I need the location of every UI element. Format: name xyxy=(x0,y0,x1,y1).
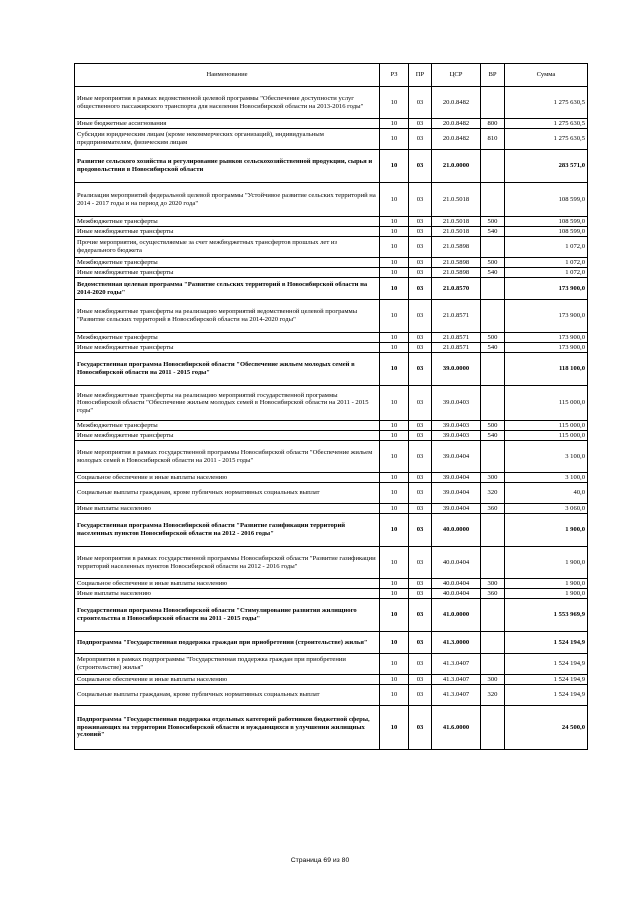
table-row xyxy=(75,343,588,353)
cell-vr xyxy=(481,353,505,386)
cell-pr: 03 xyxy=(409,278,432,300)
table-row xyxy=(75,150,588,183)
cell-vr: 300 xyxy=(481,579,505,589)
cell-sum: 115 000,0 xyxy=(505,431,588,441)
cell-rz: 10 xyxy=(380,504,409,514)
cell-sum: 3 100,0 xyxy=(505,441,588,473)
cell-rz: 10 xyxy=(380,483,409,504)
budget-table xyxy=(74,63,588,750)
table-row xyxy=(75,547,588,579)
cell-pr: 03 xyxy=(409,685,432,706)
cell-csr: 20.0.8482 xyxy=(432,87,481,119)
cell-csr: 21.0.5898 xyxy=(432,268,481,278)
cell-sum: 1 900,0 xyxy=(505,547,588,579)
cell-vr: 320 xyxy=(481,685,505,706)
table-row xyxy=(75,483,588,504)
cell-name: Иные межбюджетные трансферты на реализацию мероприятий государственной программы Новосибирской области "Обеспечение жильем молодых семей в Новосибирской области на 2011 - 2015 годы" xyxy=(75,386,380,421)
cell-vr xyxy=(481,706,505,750)
cell-rz: 10 xyxy=(380,87,409,119)
cell-vr xyxy=(481,441,505,473)
cell-sum: 1 524 194,9 xyxy=(505,632,588,654)
cell-csr: 21.0.8571 xyxy=(432,300,481,333)
cell-name: Развитие сельского хозяйства и регулирование рынков сельскохозяйственной продукции, сырья и продовольствия в Новосибирской области xyxy=(75,150,380,183)
cell-vr xyxy=(481,599,505,632)
cell-vr: 540 xyxy=(481,343,505,353)
cell-pr: 03 xyxy=(409,386,432,421)
cell-pr: 03 xyxy=(409,300,432,333)
cell-csr: 39.0.0404 xyxy=(432,441,481,473)
cell-name: Иные выплаты населению xyxy=(75,504,380,514)
table-row xyxy=(75,589,588,599)
cell-name: Иные выплаты населению xyxy=(75,589,380,599)
cell-csr: 40.0.0404 xyxy=(432,579,481,589)
cell-pr: 03 xyxy=(409,333,432,343)
header-sum: Сумма xyxy=(505,64,588,87)
cell-name: Иные межбюджетные трансферты xyxy=(75,268,380,278)
cell-rz: 10 xyxy=(380,514,409,547)
cell-pr: 03 xyxy=(409,87,432,119)
cell-rz: 10 xyxy=(380,675,409,685)
cell-name: Иные межбюджетные трансферты xyxy=(75,343,380,353)
table-row xyxy=(75,353,588,386)
cell-vr: 540 xyxy=(481,431,505,441)
cell-csr: 39.0.0404 xyxy=(432,483,481,504)
cell-name: Подпрограмма "Государственная поддержка граждан при приобретении (строительстве) жилья" xyxy=(75,632,380,654)
cell-pr: 03 xyxy=(409,632,432,654)
cell-sum: 1 524 194,9 xyxy=(505,654,588,675)
cell-name: Реализация мероприятий федеральной целевой программы "Устойчивое развитие сельских территорий на 2014 - 2017 годы и на период до 2020 года" xyxy=(75,183,380,217)
table-row xyxy=(75,504,588,514)
cell-vr: 360 xyxy=(481,504,505,514)
cell-vr xyxy=(481,183,505,217)
table-row xyxy=(75,579,588,589)
table-row xyxy=(75,654,588,675)
cell-sum: 1 524 194,9 xyxy=(505,675,588,685)
cell-vr xyxy=(481,547,505,579)
cell-name: Мероприятия в рамках подпрограммы "Государственная поддержка граждан при приобретении (строительстве) жилья" xyxy=(75,654,380,675)
cell-sum: 1 900,0 xyxy=(505,579,588,589)
cell-csr: 21.0.5898 xyxy=(432,258,481,268)
cell-vr xyxy=(481,278,505,300)
cell-rz: 10 xyxy=(380,183,409,217)
cell-vr xyxy=(481,150,505,183)
table-row xyxy=(75,333,588,343)
cell-rz: 10 xyxy=(380,217,409,227)
table-row xyxy=(75,685,588,706)
cell-sum: 3 100,0 xyxy=(505,473,588,483)
cell-csr: 39.0.0403 xyxy=(432,386,481,421)
cell-name: Иные межбюджетные трансферты xyxy=(75,431,380,441)
cell-name: Социальные выплаты гражданам, кроме публичных нормативных социальных выплат xyxy=(75,483,380,504)
cell-name: Субсидии юридическим лицам (кроме некоммерческих организаций), индивидуальным предпринимателям, физическим лицам xyxy=(75,129,380,150)
cell-csr: 21.0.0000 xyxy=(432,150,481,183)
cell-csr: 41.3.0407 xyxy=(432,654,481,675)
cell-pr: 03 xyxy=(409,579,432,589)
cell-name: Прочие мероприятия, осуществляемые за счет межбюджетных трансфертов прошлых лет из федерального бюджета xyxy=(75,237,380,258)
cell-vr xyxy=(481,237,505,258)
table-row xyxy=(75,258,588,268)
cell-rz: 10 xyxy=(380,343,409,353)
cell-pr: 03 xyxy=(409,547,432,579)
cell-rz: 10 xyxy=(380,431,409,441)
cell-sum: 108 599,0 xyxy=(505,183,588,217)
cell-pr: 03 xyxy=(409,421,432,431)
cell-rz: 10 xyxy=(380,589,409,599)
cell-pr: 03 xyxy=(409,129,432,150)
cell-sum: 108 599,0 xyxy=(505,227,588,237)
cell-pr: 03 xyxy=(409,599,432,632)
table-row xyxy=(75,706,588,750)
cell-name: Межбюджетные трансферты xyxy=(75,217,380,227)
cell-vr xyxy=(481,654,505,675)
cell-pr: 03 xyxy=(409,431,432,441)
cell-sum: 1 524 194,9 xyxy=(505,685,588,706)
table-row xyxy=(75,278,588,300)
cell-sum: 1 553 969,9 xyxy=(505,599,588,632)
cell-name: Социальное обеспечение и иные выплаты населению xyxy=(75,675,380,685)
cell-rz: 10 xyxy=(380,227,409,237)
cell-name: Государственная программа Новосибирской области "Стимулирование развития жилищного строительства в Новосибирской области на 2011 - 2015 годы" xyxy=(75,599,380,632)
cell-csr: 41.6.0000 xyxy=(432,706,481,750)
cell-csr: 21.0.5018 xyxy=(432,227,481,237)
table-row xyxy=(75,300,588,333)
cell-csr: 39.0.0404 xyxy=(432,504,481,514)
cell-csr: 20.0.8482 xyxy=(432,119,481,129)
cell-csr: 39.0.0000 xyxy=(432,353,481,386)
cell-rz: 10 xyxy=(380,278,409,300)
cell-name: Государственная программа Новосибирской области "Обеспечение жильем молодых семей в Новосибирской области на 2011 - 2015 годы" xyxy=(75,353,380,386)
cell-vr: 500 xyxy=(481,421,505,431)
cell-sum: 1 275 630,5 xyxy=(505,87,588,119)
cell-vr xyxy=(481,514,505,547)
cell-sum: 1 275 630,5 xyxy=(505,129,588,150)
cell-name: Иные бюджетные ассигнования xyxy=(75,119,380,129)
cell-csr: 21.0.8571 xyxy=(432,333,481,343)
cell-rz: 10 xyxy=(380,599,409,632)
cell-csr: 20.0.8482 xyxy=(432,129,481,150)
cell-rz: 10 xyxy=(380,353,409,386)
cell-rz: 10 xyxy=(380,654,409,675)
cell-rz: 10 xyxy=(380,547,409,579)
cell-sum: 173 900,0 xyxy=(505,333,588,343)
cell-rz: 10 xyxy=(380,119,409,129)
cell-pr: 03 xyxy=(409,343,432,353)
cell-rz: 10 xyxy=(380,333,409,343)
cell-pr: 03 xyxy=(409,675,432,685)
cell-csr: 41.3.0407 xyxy=(432,685,481,706)
cell-vr: 540 xyxy=(481,268,505,278)
cell-vr: 800 xyxy=(481,119,505,129)
cell-sum: 115 000,0 xyxy=(505,386,588,421)
table-row xyxy=(75,441,588,473)
cell-sum: 3 060,0 xyxy=(505,504,588,514)
cell-pr: 03 xyxy=(409,119,432,129)
cell-name: Межбюджетные трансферты xyxy=(75,258,380,268)
header-name: Наименование xyxy=(75,64,380,87)
cell-rz: 10 xyxy=(380,129,409,150)
cell-pr: 03 xyxy=(409,441,432,473)
cell-sum: 283 571,0 xyxy=(505,150,588,183)
cell-vr: 810 xyxy=(481,129,505,150)
cell-rz: 10 xyxy=(380,237,409,258)
cell-pr: 03 xyxy=(409,589,432,599)
table-header-row xyxy=(75,64,588,87)
cell-pr: 03 xyxy=(409,473,432,483)
table-row xyxy=(75,599,588,632)
cell-rz: 10 xyxy=(380,300,409,333)
header-vr: ВР xyxy=(481,64,505,87)
cell-pr: 03 xyxy=(409,217,432,227)
cell-sum: 118 100,0 xyxy=(505,353,588,386)
table-row xyxy=(75,268,588,278)
cell-name: Социальное обеспечение и иные выплаты населению xyxy=(75,473,380,483)
cell-rz: 10 xyxy=(380,258,409,268)
cell-sum: 1 072,0 xyxy=(505,258,588,268)
cell-rz: 10 xyxy=(380,150,409,183)
cell-name: Иные мероприятия в рамках государственной программы Новосибирской области "Обеспечение жильем молодых семей в Новосибирской области на 2011 - 2015 годы" xyxy=(75,441,380,473)
cell-vr: 360 xyxy=(481,589,505,599)
cell-sum: 1 900,0 xyxy=(505,589,588,599)
cell-name: Иные мероприятия в рамках ведомственной целевой программы "Обеспечение доступности услуг общественного пассажирского транспорта для населения Новосибирской области на 2013-2016 годы" xyxy=(75,87,380,119)
cell-vr xyxy=(481,300,505,333)
cell-pr: 03 xyxy=(409,706,432,750)
cell-sum: 173 900,0 xyxy=(505,278,588,300)
cell-name: Социальное обеспечение и иные выплаты населению xyxy=(75,579,380,589)
cell-name: Социальные выплаты гражданам, кроме публичных нормативных социальных выплат xyxy=(75,685,380,706)
cell-rz: 10 xyxy=(380,441,409,473)
cell-rz: 10 xyxy=(380,386,409,421)
cell-name: Иные межбюджетные трансферты на реализацию мероприятий ведомственной целевой программы "Развитие сельских территорий в Новосибирской области на 2014-2020 годы" xyxy=(75,300,380,333)
cell-pr: 03 xyxy=(409,237,432,258)
cell-vr: 300 xyxy=(481,473,505,483)
cell-csr: 21.0.5018 xyxy=(432,183,481,217)
cell-sum: 1 072,0 xyxy=(505,237,588,258)
table-row xyxy=(75,473,588,483)
cell-pr: 03 xyxy=(409,654,432,675)
cell-pr: 03 xyxy=(409,183,432,217)
cell-name: Межбюджетные трансферты xyxy=(75,333,380,343)
table-row xyxy=(75,129,588,150)
cell-pr: 03 xyxy=(409,150,432,183)
cell-rz: 10 xyxy=(380,473,409,483)
cell-vr xyxy=(481,386,505,421)
cell-rz: 10 xyxy=(380,632,409,654)
table-row xyxy=(75,237,588,258)
cell-pr: 03 xyxy=(409,514,432,547)
cell-rz: 10 xyxy=(380,268,409,278)
cell-vr: 500 xyxy=(481,217,505,227)
cell-csr: 21.0.5018 xyxy=(432,217,481,227)
table-row xyxy=(75,632,588,654)
cell-sum: 115 000,0 xyxy=(505,421,588,431)
cell-name: Государственная программа Новосибирской области "Развитие газификации территорий населенных пунктов Новосибирской области на 2012 - 2016 годы" xyxy=(75,514,380,547)
cell-sum: 40,0 xyxy=(505,483,588,504)
cell-rz: 10 xyxy=(380,706,409,750)
cell-sum: 173 900,0 xyxy=(505,343,588,353)
cell-sum: 108 599,0 xyxy=(505,217,588,227)
cell-sum: 173 900,0 xyxy=(505,300,588,333)
table-row xyxy=(75,514,588,547)
cell-csr: 39.0.0404 xyxy=(432,473,481,483)
cell-csr: 40.0.0404 xyxy=(432,547,481,579)
cell-csr: 39.0.0403 xyxy=(432,431,481,441)
cell-pr: 03 xyxy=(409,227,432,237)
cell-csr: 21.0.5898 xyxy=(432,237,481,258)
cell-vr: 300 xyxy=(481,675,505,685)
cell-pr: 03 xyxy=(409,504,432,514)
table-row xyxy=(75,675,588,685)
cell-sum: 1 275 630,5 xyxy=(505,119,588,129)
cell-name: Подпрограмма "Государственная поддержка отдельных категорий работников бюджетной сферы, проживающих на территории Новосибирской области и нуждающихся в улучшении жилищных условий" xyxy=(75,706,380,750)
cell-csr: 41.3.0000 xyxy=(432,632,481,654)
cell-sum: 24 500,0 xyxy=(505,706,588,750)
cell-name: Иные мероприятия в рамках государственной программы Новосибирской области "Развитие газификации территорий населенных пунктов Новосибирской области на 2012 - 2016 годы" xyxy=(75,547,380,579)
cell-vr: 500 xyxy=(481,258,505,268)
cell-name: Межбюджетные трансферты xyxy=(75,421,380,431)
table-row xyxy=(75,421,588,431)
page-number: Страница 69 из 80 xyxy=(290,857,350,864)
cell-vr xyxy=(481,632,505,654)
cell-csr: 41.0.0000 xyxy=(432,599,481,632)
cell-csr: 40.0.0404 xyxy=(432,589,481,599)
cell-csr: 40.0.0000 xyxy=(432,514,481,547)
cell-vr: 540 xyxy=(481,227,505,237)
cell-csr: 21.0.8571 xyxy=(432,343,481,353)
cell-pr: 03 xyxy=(409,258,432,268)
cell-rz: 10 xyxy=(380,685,409,706)
header-rz: РЗ xyxy=(380,64,409,87)
cell-vr: 320 xyxy=(481,483,505,504)
header-csr: ЦСР xyxy=(432,64,481,87)
cell-csr: 41.3.0407 xyxy=(432,675,481,685)
table-row xyxy=(75,119,588,129)
cell-sum: 1 900,0 xyxy=(505,514,588,547)
cell-csr: 39.0.0403 xyxy=(432,421,481,431)
table-row xyxy=(75,217,588,227)
cell-sum: 1 072,0 xyxy=(505,268,588,278)
table-row xyxy=(75,227,588,237)
table-row xyxy=(75,87,588,119)
cell-pr: 03 xyxy=(409,353,432,386)
cell-name: Иные межбюджетные трансферты xyxy=(75,227,380,237)
table-row xyxy=(75,386,588,421)
header-pr: ПР xyxy=(409,64,432,87)
cell-vr xyxy=(481,87,505,119)
cell-rz: 10 xyxy=(380,421,409,431)
table-row xyxy=(75,431,588,441)
cell-rz: 10 xyxy=(380,579,409,589)
cell-vr: 500 xyxy=(481,333,505,343)
cell-csr: 21.0.8570 xyxy=(432,278,481,300)
cell-pr: 03 xyxy=(409,483,432,504)
cell-pr: 03 xyxy=(409,268,432,278)
table-row xyxy=(75,183,588,217)
cell-name: Ведомственная целевая программа "Развитие сельских территорий в Новосибирской области на 2014-2020 годы" xyxy=(75,278,380,300)
